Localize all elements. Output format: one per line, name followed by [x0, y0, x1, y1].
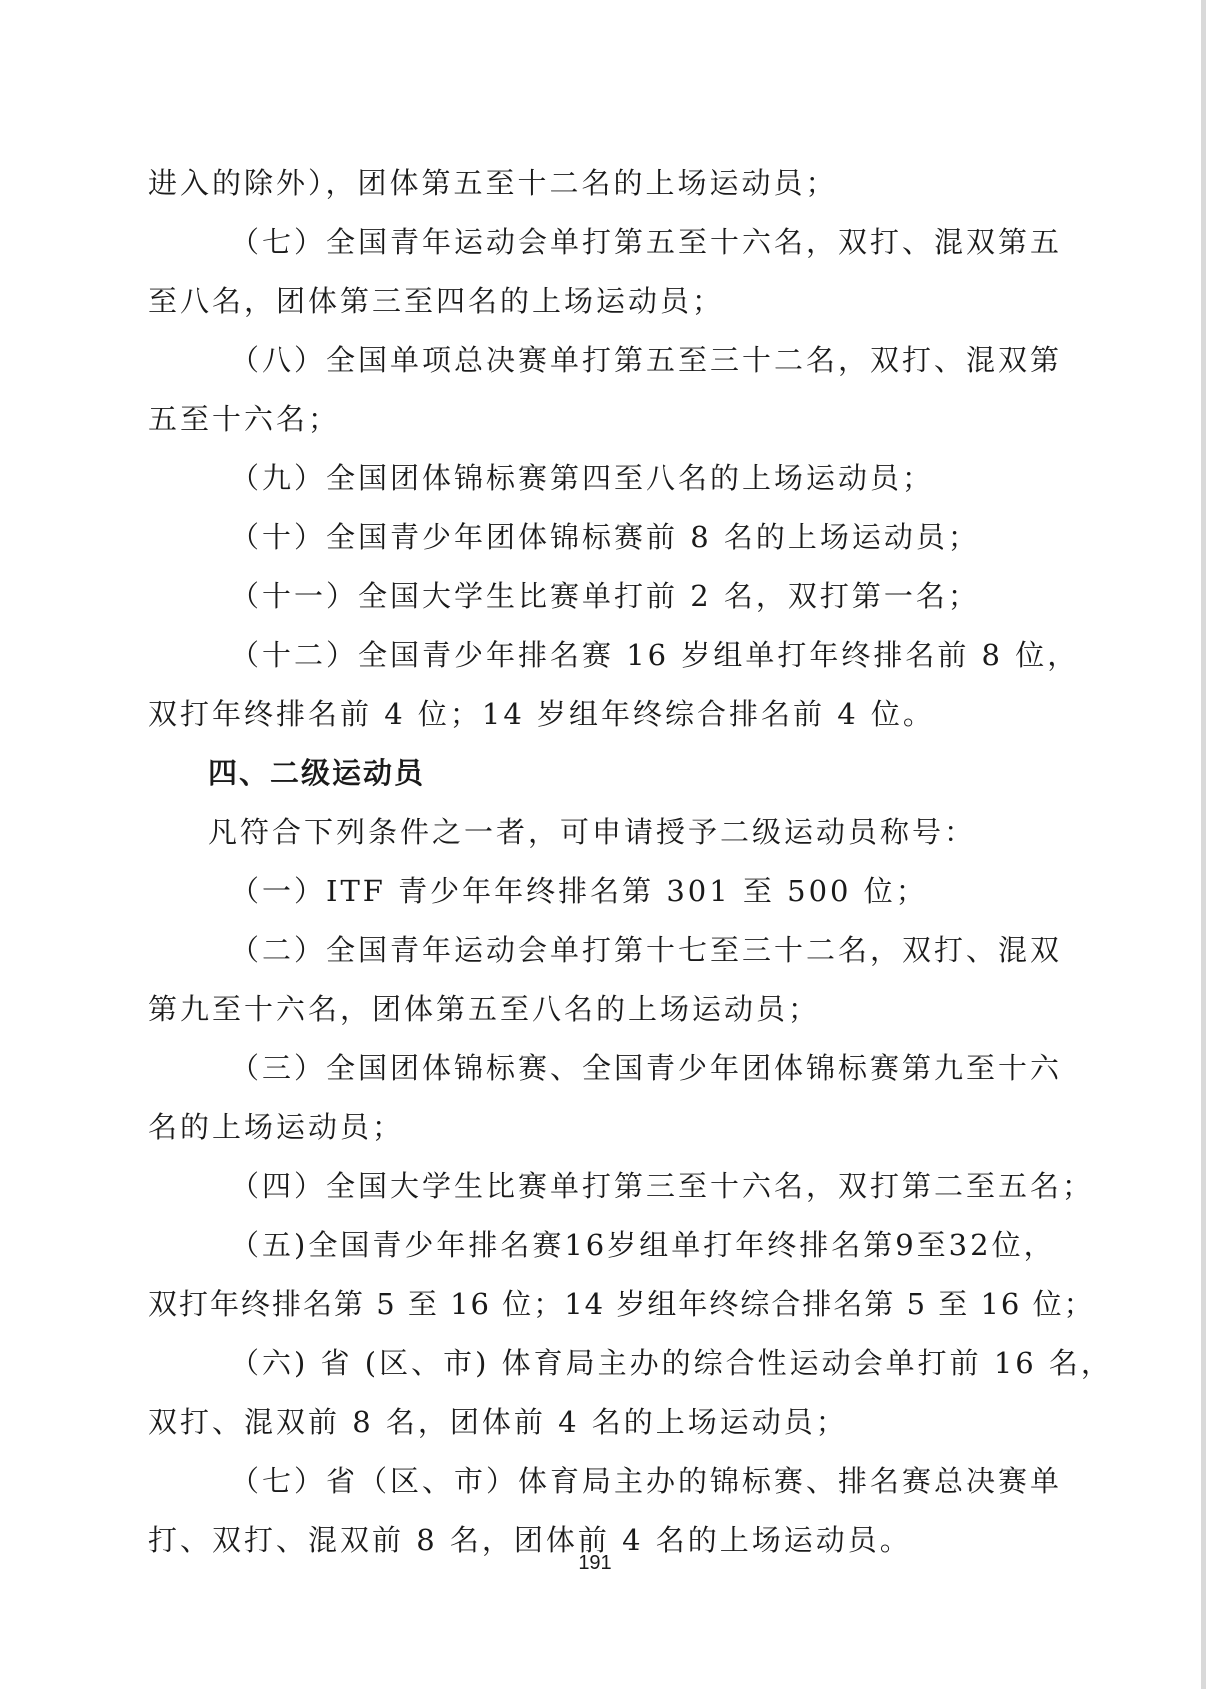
text-line-9: （十二）全国青少年排名赛 16 岁组单打年终排名前 8 位， [230, 638, 1080, 672]
text-line-10: 双打年终排名前 4 位；14 岁组年终综合排名前 4 位。 [148, 697, 935, 731]
text-line-23: （七）省（区、市）体育局主办的锦标赛、排名赛总决赛单 [230, 1464, 1063, 1498]
text-line-19: （五)全国青少年排名赛16岁组单打年终排名第9至32位， [230, 1228, 1056, 1262]
text-line-4: （八）全国单项总决赛单打第五至三十二名，双打、混双第 [230, 343, 1063, 377]
text-line-20: 双打年终排名第 5 至 16 位；14 岁组年终综合排名第 5 至 16 位； [148, 1287, 1095, 1321]
text-line-21: （六) 省 (区、市) 体育局主办的综合性运动会单打前 16 名， [230, 1346, 1113, 1380]
text-line-24: 打、双打、混双前 8 名，团体前 4 名的上场运动员。 [148, 1523, 912, 1557]
text-line-22: 双打、混双前 8 名，团体前 4 名的上场运动员； [148, 1405, 848, 1439]
text-line-18: （四）全国大学生比赛单打第三至十六名，双打第二至五名； [230, 1169, 1095, 1203]
text-line-16: （三）全国团体锦标赛、全国青少年团体锦标赛第九至十六 [230, 1051, 1063, 1085]
text-line-14: （二）全国青年运动会单打第十七至三十二名，双打、混双 [230, 933, 1063, 967]
text-line-6: （九）全国团体锦标赛第四至八名的上场运动员； [230, 461, 935, 495]
page-number: 191 [578, 1552, 612, 1574]
text-line-12: 凡符合下列条件之一者，可申请授予二级运动员称号： [208, 815, 977, 849]
text-line-15: 第九至十六名，团体第五至八名的上场运动员； [148, 992, 821, 1026]
text-line-2: （七）全国青年运动会单打第五至十六名，双打、混双第五 [230, 225, 1063, 259]
document-body [148, 154, 1113, 1570]
text-line-13: （一）ITF 青少年年终排名第 301 至 500 位； [230, 874, 928, 908]
text-line-7: （十）全国青少年团体锦标赛前 8 名的上场运动员； [230, 520, 980, 554]
text-line-17: 名的上场运动员； [148, 1110, 405, 1144]
text-line-3: 至八名，团体第三至四名的上场运动员； [148, 284, 725, 318]
page-edge [1201, 0, 1206, 1689]
section-heading: 四、二级运动员 [208, 756, 426, 790]
text-line-5: 五至十六名； [148, 402, 341, 436]
text-line-1: 进入的除外），团体第五至十二名的上场运动员； [148, 166, 838, 200]
text-line-8: （十一）全国大学生比赛单打前 2 名，双打第一名； [230, 579, 980, 613]
